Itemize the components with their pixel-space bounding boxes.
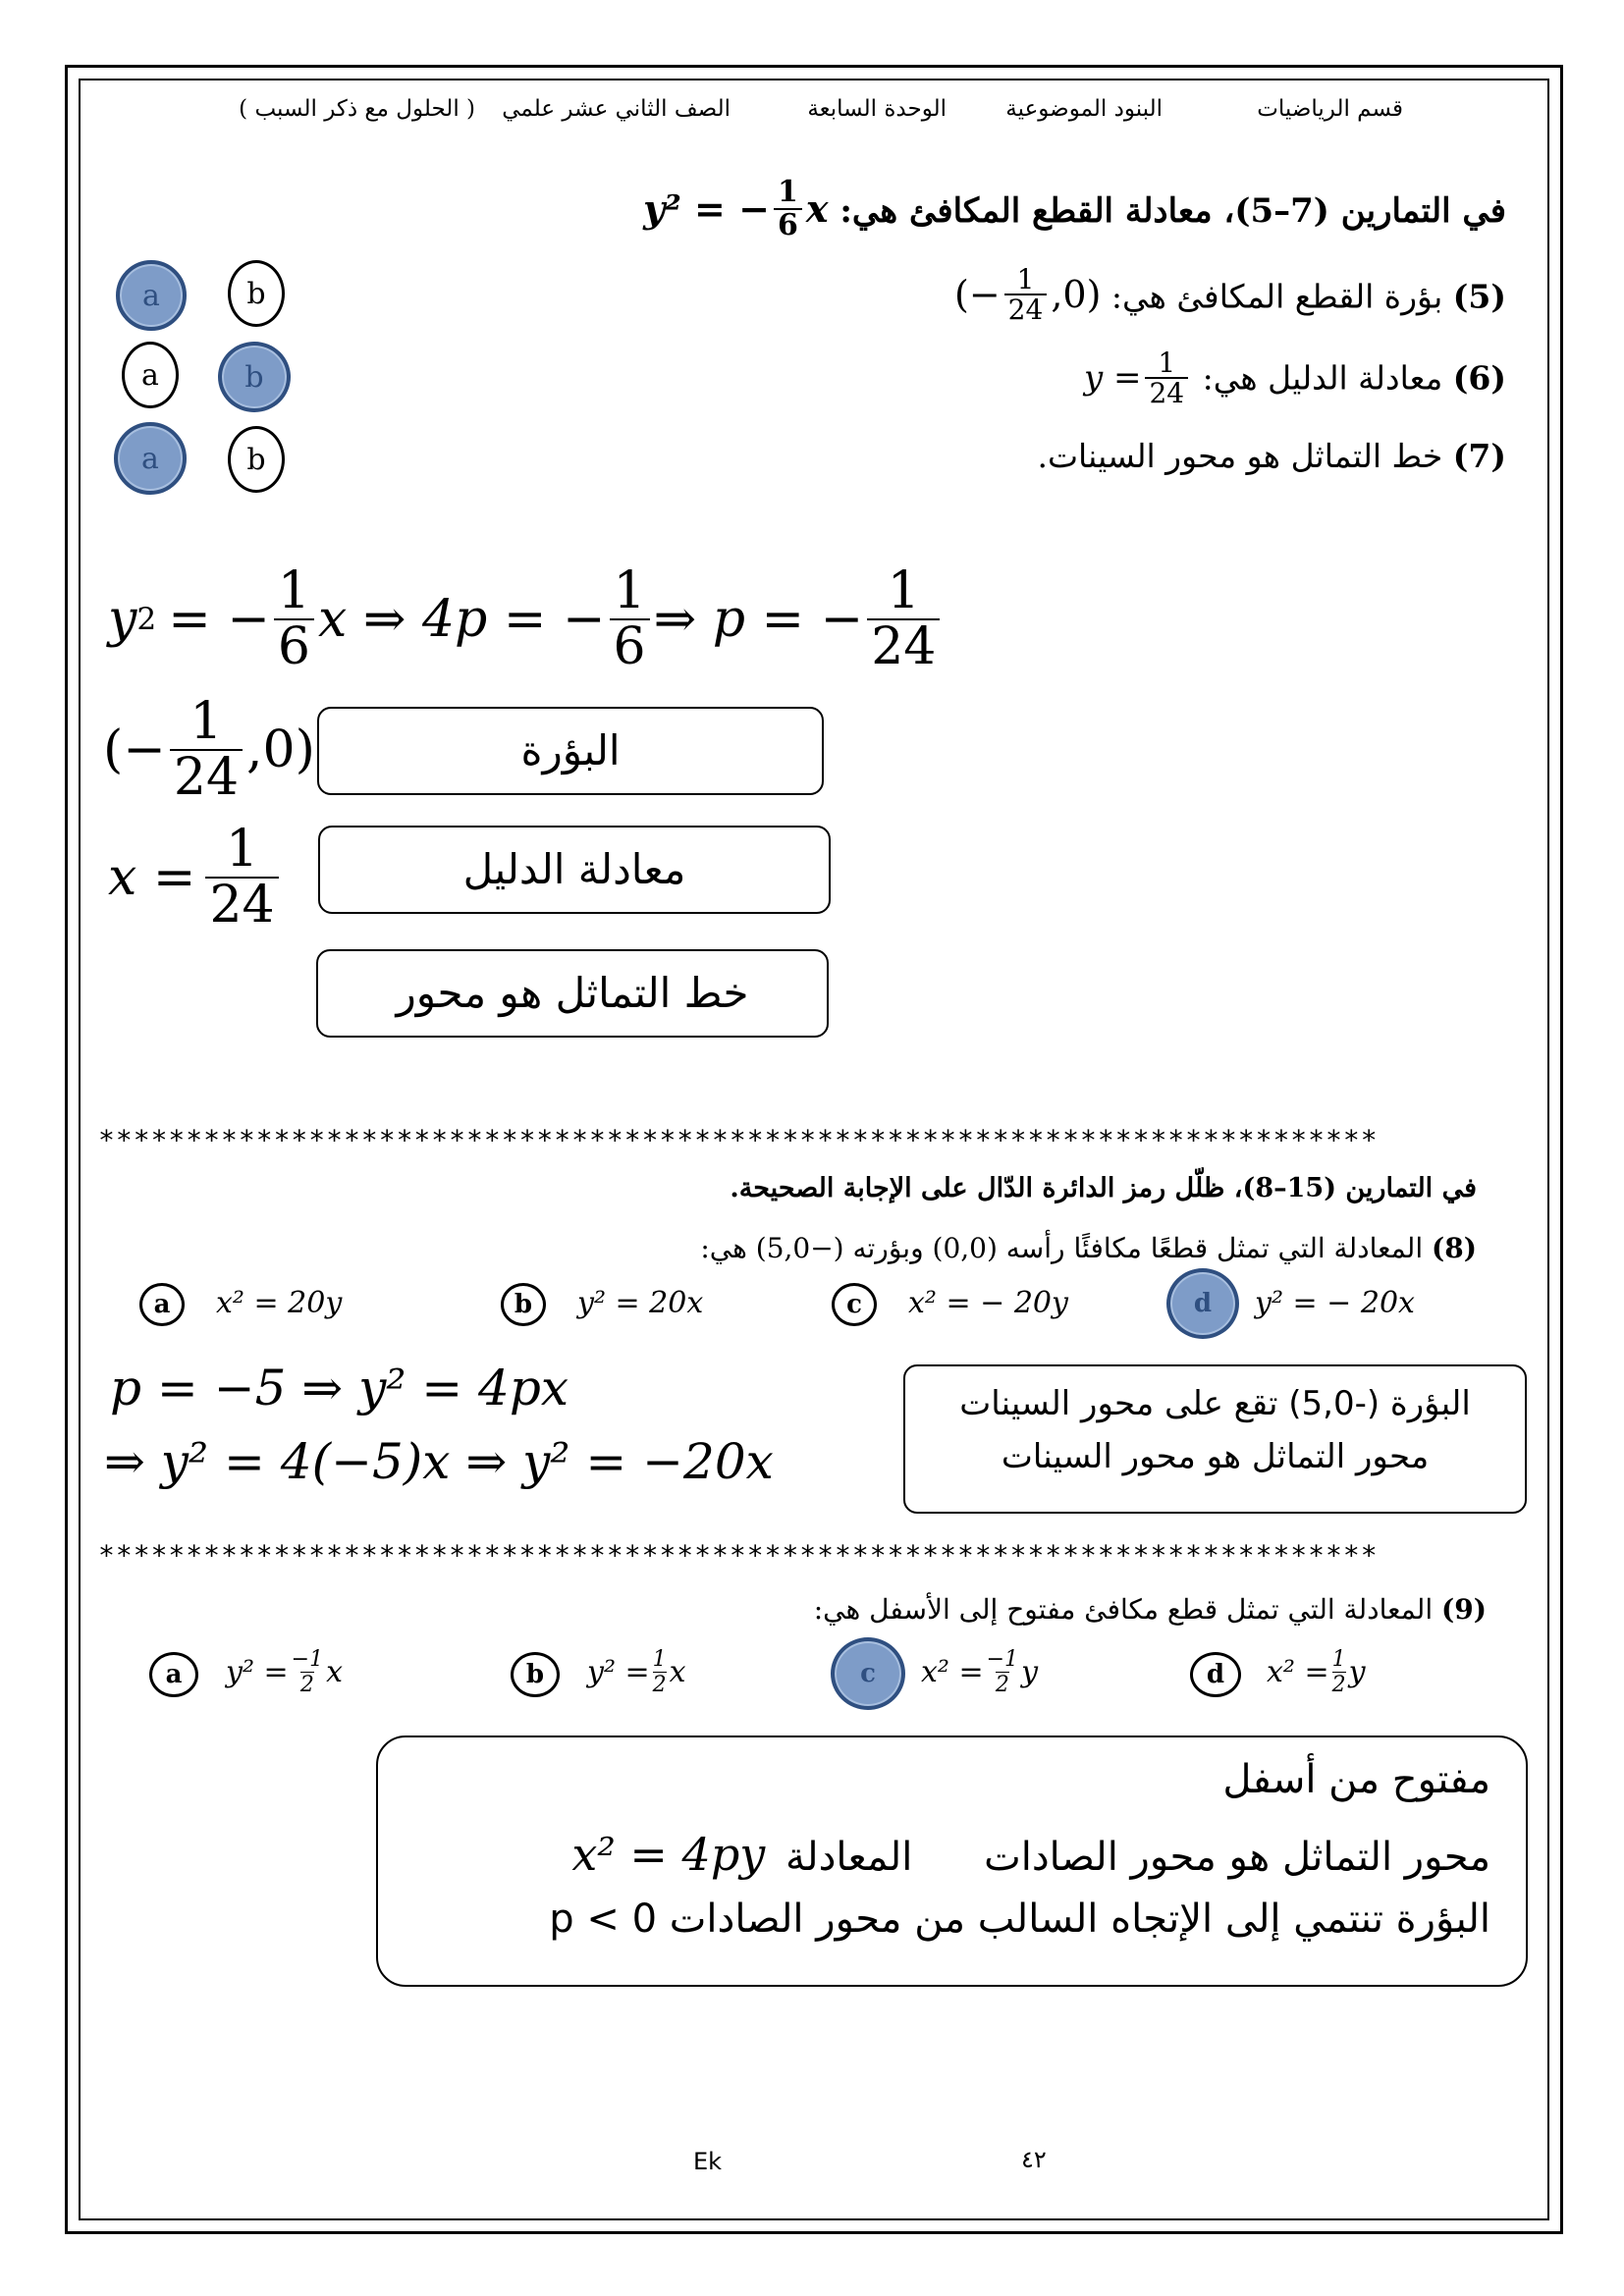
section1-equation: y² = − $\frac{1}{6}$ x — [643, 175, 829, 242]
q9-option-a[interactable]: a — [149, 1652, 198, 1697]
q8-option-d[interactable]: d — [1166, 1268, 1239, 1339]
separator-1: ************************************************************************* — [98, 1124, 1379, 1156]
q8-solution-line1: p = −5 ⇒ y² = 4px — [110, 1360, 569, 1416]
q9-option-c-eq: x² = $\frac{-1}{2}$ y — [921, 1647, 1039, 1697]
header-note: ( الحلول مع ذكر السبب ) — [239, 96, 475, 122]
solution1-directrix: x = $\frac{1}{24}$ — [108, 823, 283, 932]
separator-2: ************************************************************************* — [98, 1539, 1379, 1572]
box-focus-text: البؤرة — [520, 726, 621, 774]
q9-reason-line3: البؤرة تنتمي إلى الإتجاه السالب من محور الصادات 0 > p — [549, 1896, 1490, 1942]
header-department: قسم الرياضيات — [1257, 96, 1403, 122]
q9-option-d-eq: x² = $\frac{1}{2}$ y — [1267, 1647, 1366, 1697]
q8-option-a[interactable]: a — [139, 1283, 185, 1326]
q9-option-b-eq: y² = $\frac{1}{2}$ x — [587, 1647, 686, 1697]
question-7: (7) خط التماثل هو محور السينات. — [1037, 437, 1506, 475]
q9-option-b[interactable]: b — [511, 1652, 560, 1697]
header-items: البنود الموضوعية — [1005, 96, 1163, 122]
box-directrix — [318, 826, 831, 914]
q5-option-b[interactable]: b — [228, 260, 285, 327]
q9-reason-line1: مفتوح من أسفل — [1222, 1757, 1490, 1802]
q9-reason-box — [376, 1735, 1528, 1987]
q8-option-d-eq: y² = − 20x — [1255, 1286, 1415, 1320]
question-8: (8) المعادلة التي تمثل قطعًا مكافئًا رأسه (0,0) وبؤرته (−5,0) هي: — [700, 1232, 1477, 1264]
box-focus — [317, 707, 824, 795]
question-6: (6) معادلة الدليل هي: y = $\frac{1}{24}$ — [1083, 347, 1506, 410]
q8-reason-line2: محور التماثل هو محور السينات — [1001, 1437, 1430, 1476]
header-grade: الصف الثاني عشر علمي — [502, 96, 731, 122]
solution1-focus: (− $\frac{1}{24}$ ,0) — [103, 692, 315, 807]
header-unit: الوحدة السابعة — [807, 96, 947, 122]
box-axis-text: خط التماثل هو محور — [396, 969, 749, 1017]
box-axis — [316, 949, 829, 1038]
box-directrix-text: معادلة الدليل — [462, 845, 686, 893]
question-5: (5) بؤرة القطع المكافئ هي: (− $\frac{1}{24}$ ,0) — [954, 263, 1506, 327]
q8-reason-line1: البؤرة (-5,0) تقع على محور السينات — [959, 1384, 1471, 1423]
footer-page-number: ٤٢ — [1021, 2146, 1047, 2173]
q6-value: y = $\frac{1}{24}$ — [1084, 348, 1192, 408]
q9-reason-line2: محور التماثل هو محور الصادات المعادلة x² = 4py — [571, 1828, 1490, 1881]
q9-option-c[interactable]: c — [831, 1637, 905, 1710]
section1-intro: في التمارين (7–5)، معادلة القطع المكافئ هي: y² = − $\frac{1}{6}$ x — [643, 175, 1506, 242]
q6-option-b[interactable]: b — [218, 342, 291, 412]
q9-option-d[interactable]: d — [1190, 1652, 1241, 1697]
q7-option-b[interactable]: b — [228, 426, 285, 493]
question-9: (9) المعادلة التي تمثل قطع مكافئ مفتوح إلى الأسفل هي: — [813, 1593, 1487, 1626]
q8-option-a-eq: x² = 20y — [216, 1286, 343, 1320]
q8-option-c[interactable]: c — [832, 1283, 877, 1326]
footer-initials: Ek — [693, 2148, 723, 2175]
q8-solution-line2: ⇒ y² = 4(−5)x ⇒ y² = −20x — [104, 1433, 774, 1490]
q8-reason-box — [903, 1364, 1527, 1514]
q6-option-a[interactable]: a — [122, 342, 179, 408]
q8-option-b[interactable]: b — [501, 1283, 546, 1326]
q9-option-a-eq: y² = $\frac{-1}{2}$ x — [226, 1647, 344, 1697]
q5-value: (− $\frac{1}{24}$ ,0) — [954, 263, 1102, 327]
q5-option-a[interactable]: a — [116, 260, 187, 331]
q8-option-b-eq: y² = 20x — [577, 1286, 704, 1320]
q8-option-c-eq: x² = − 20y — [908, 1286, 1068, 1320]
section2-intro: في التمارين (15–8)، ظلّل رمز الدائرة الدّال على الإجابة الصحيحة. — [730, 1173, 1477, 1203]
q7-option-a[interactable]: a — [114, 422, 187, 495]
solution1-derivation: y 2 = − $\frac{1}{6}$ x ⇒ 4p = − $\frac{1}{6}$ ⇒ p = − $\frac{1}{24}$ — [108, 564, 944, 673]
